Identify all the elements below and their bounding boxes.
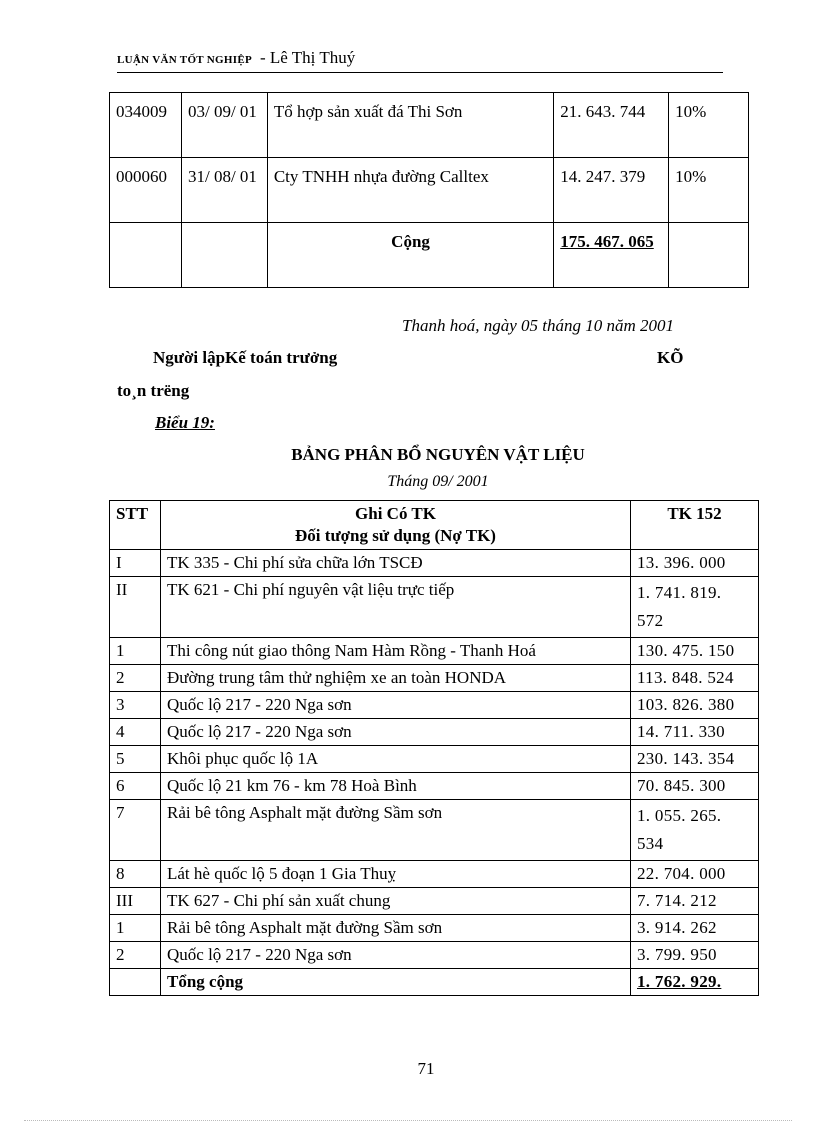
row-stt: 7 (110, 800, 161, 861)
row-stt: 8 (110, 861, 161, 888)
row-description: Lát hè quốc lộ 5 đoạn 1 Gia Thuỵ (161, 861, 631, 888)
table-row (110, 158, 749, 223)
row-description: Rải bê tông Asphalt mặt đường Sầm sơn (161, 915, 631, 942)
invoice-tax: 10% (669, 158, 749, 223)
invoice-supplier: Cty TNHH nhựa đường Calltex (267, 158, 553, 223)
row-description: TK 627 - Chi phí sản xuất chung (161, 888, 631, 915)
form-label: Biểu 19: (155, 413, 215, 432)
table-row (110, 719, 759, 746)
table-subtitle: Tháng 09/ 2001 (387, 473, 489, 490)
page-number: 71 (417, 1059, 435, 1078)
table-row (110, 800, 759, 861)
table-row (110, 93, 749, 158)
row-stt: 2 (110, 942, 161, 969)
row-description: Đường trung tâm thử nghiệm xe an toàn HONDA (161, 665, 631, 692)
row-amount: 3. 799. 950 (631, 942, 759, 969)
row-description: Quốc lộ 21 km 76 - km 78 Hoà Bình (161, 773, 631, 800)
row-stt: III (110, 888, 161, 915)
table-total-row (110, 223, 749, 288)
row-stt: 1 (110, 638, 161, 665)
row-amount: 130. 475. 150 (631, 638, 759, 665)
row-description: Thi công nút giao thông Nam Hàm Rồng - Thanh Hoá (161, 638, 631, 665)
allocation-total-amount: 1. 762. 929. (631, 969, 759, 996)
signature-date: Thanh hoá, ngày 05 tháng 10 năm 2001 (402, 316, 674, 335)
table-row (110, 861, 759, 888)
invoice-total-amount: 175. 467. 065 (554, 223, 669, 288)
row-description: Quốc lộ 217 - 220 Nga sơn (161, 692, 631, 719)
table-row (110, 888, 759, 915)
row-amount: 230. 143. 354 (631, 746, 759, 773)
column-header-description: Ghi Có TK Đối tượng sử dụng (Nợ TK) (161, 501, 631, 550)
signer-titles: Người lậpKế toán trưởng (153, 348, 338, 367)
row-amount: 22. 704. 000 (631, 861, 759, 888)
author-name: - Lê Thị Thuý (259, 48, 356, 67)
row-amount: 7. 714. 212 (631, 888, 759, 915)
table-row (110, 915, 759, 942)
row-amount: 1. 741. 819. 572 (631, 577, 759, 638)
table-row (110, 746, 759, 773)
page-header (117, 48, 723, 73)
invoice-supplier: Tổ hợp sản xuất đá Thi Sơn (267, 93, 553, 158)
row-description: Quốc lộ 217 - 220 Nga sơn (161, 719, 631, 746)
footer-divider (24, 1120, 792, 1121)
row-stt: 4 (110, 719, 161, 746)
table-header-row (110, 501, 759, 550)
invoice-code: 000060 (110, 158, 182, 223)
invoice-tax: 10% (669, 93, 749, 158)
allocation-body (110, 550, 759, 969)
row-description: Rải bê tông Asphalt mặt đường Sầm sơn (161, 800, 631, 861)
row-amount: 3. 914. 262 (631, 915, 759, 942)
row-stt: I (110, 550, 161, 577)
invoice-table (109, 92, 749, 288)
allocation-total-label: Tổng cộng (161, 969, 631, 996)
row-amount: 103. 826. 380 (631, 692, 759, 719)
table-row (110, 550, 759, 577)
signer-3-title-part1: KÕ (657, 348, 684, 367)
column-header-amount: TK 152 (631, 501, 759, 550)
row-stt: 5 (110, 746, 161, 773)
row-stt: II (110, 577, 161, 638)
table-row (110, 638, 759, 665)
thesis-label: LUẬN VĂN TỐT NGHIỆP (117, 54, 252, 66)
row-amount: 14. 711. 330 (631, 719, 759, 746)
row-amount: 70. 845. 300 (631, 773, 759, 800)
table-total-row (110, 969, 759, 996)
row-stt: 2 (110, 665, 161, 692)
row-description: TK 335 - Chi phí sửa chữa lớn TSCĐ (161, 550, 631, 577)
invoice-date: 03/ 09/ 01 (181, 93, 267, 158)
table-row (110, 577, 759, 638)
invoice-total-label: Cộng (267, 223, 553, 288)
allocation-table (109, 500, 759, 996)
table-row (110, 665, 759, 692)
table-row (110, 773, 759, 800)
row-stt: 6 (110, 773, 161, 800)
table-row (110, 942, 759, 969)
table-title: BẢNG PHÂN BỔ NGUYÊN VẬT LIỆU (291, 445, 585, 464)
row-amount: 1. 055. 265. 534 (631, 800, 759, 861)
row-description: Khôi phục quốc lộ 1A (161, 746, 631, 773)
row-amount: 13. 396. 000 (631, 550, 759, 577)
table-row (110, 692, 759, 719)
row-description: TK 621 - Chi phí nguyên vật liệu trực tiếp (161, 577, 631, 638)
invoice-date: 31/ 08/ 01 (181, 158, 267, 223)
invoice-amount: 21. 643. 744 (554, 93, 669, 158)
invoice-code: 034009 (110, 93, 182, 158)
row-stt: 3 (110, 692, 161, 719)
row-description: Quốc lộ 217 - 220 Nga sơn (161, 942, 631, 969)
column-header-stt: STT (110, 501, 161, 550)
signer-3-title-part2: to¸n trëng (117, 381, 190, 400)
row-amount: 113. 848. 524 (631, 665, 759, 692)
row-stt: 1 (110, 915, 161, 942)
invoice-amount: 14. 247. 379 (554, 158, 669, 223)
